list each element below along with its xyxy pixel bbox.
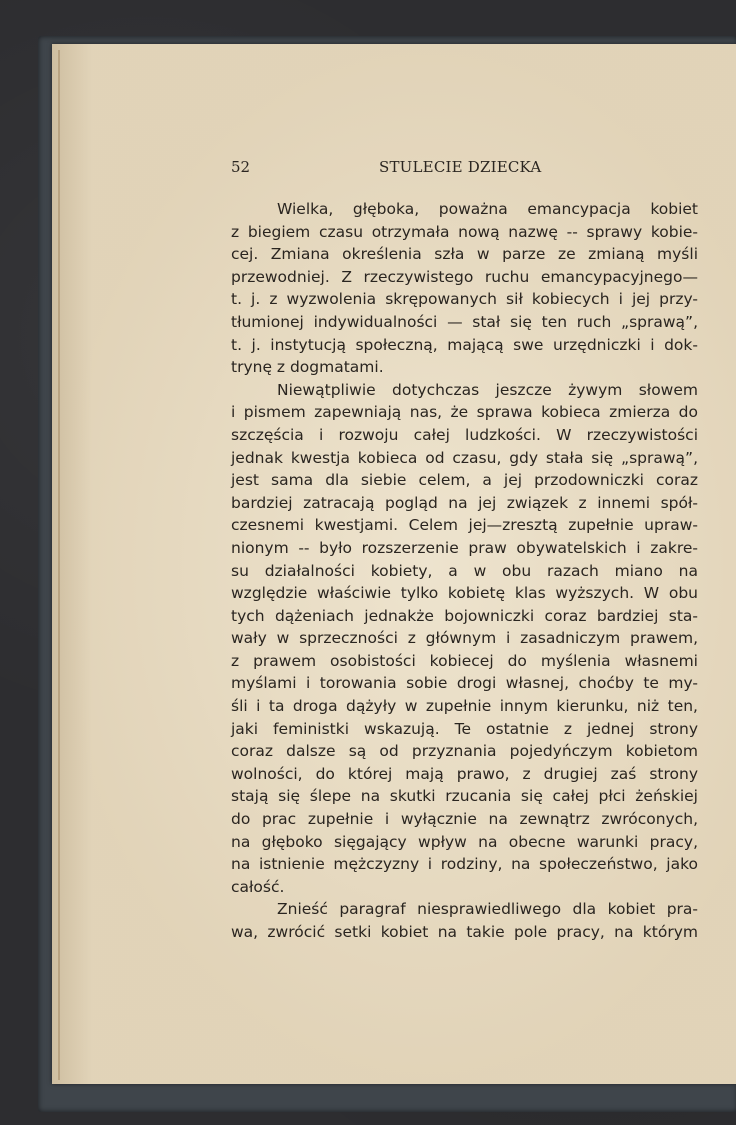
- paragraph: [231, 898, 698, 943]
- text-line: z prawem osobistości kobiecej do myślenia własnemi: [231, 651, 698, 670]
- text-line: tłumionej indywidualności — stał się ten ruch „sprawą”,: [231, 312, 698, 331]
- text-line: jest sama dla siebie celem, a jej przodowniczki coraz: [231, 471, 698, 490]
- text-line: bardziej zatracają pogląd na jej związek z innemi spół-: [231, 493, 698, 512]
- text-line: Niewątpliwie dotychczas jeszcze żywym słowem: [277, 380, 698, 399]
- page-number: 52: [231, 158, 251, 176]
- text-line: szczęścia i rozwoju całej ludzkości. W rzeczywistości: [231, 425, 698, 444]
- text-line: przewodniej. Z rzeczywistego ruchu emancypacyjnego—: [231, 267, 698, 286]
- text-line: całość.: [231, 877, 285, 896]
- text-line: trynę z dogmatami.: [231, 358, 384, 377]
- text-line: t. j. z wyzwolenia skrępowanych sił kobiecych i jej przy-: [231, 290, 698, 309]
- page-header: [0, 158, 736, 182]
- text-line: śli i ta droga dążyły w zupełnie innym kierunku, niż ten,: [231, 697, 698, 716]
- text-line: wały w sprzeczności z głównym i zasadniczym prawem,: [231, 629, 698, 648]
- text-line: su działalności kobiety, a w obu razach miano na: [231, 561, 698, 580]
- paragraph: [231, 379, 698, 899]
- text-line: czesnemi kwestjami. Celem jej—zresztą zupełnie upraw-: [231, 516, 698, 535]
- running-title: STULECIE DZIECKA: [379, 158, 542, 176]
- text-line: t. j. instytucją społeczną, mającą swe urzędniczki i dok-: [231, 335, 698, 354]
- text-line: tych dążeniach jednakże bojowniczki coraz bardziej sta-: [231, 606, 698, 625]
- text-line: do prac zupełnie i wyłącznie na zewnątrz zwróconych,: [231, 810, 698, 829]
- text-line: i pismem zapewniają nas, że sprawa kobieca zmierza do: [231, 403, 698, 422]
- text-line: nionym -- było rozszerzenie praw obywatelskich i zakre-: [231, 538, 698, 557]
- text-line: Znieść paragraf niesprawiedliwego dla kobiet pra-: [277, 900, 698, 919]
- text-line: wa, zwrócić setki kobiet na takie pole pracy, na którym: [231, 923, 698, 941]
- text-line: coraz dalsze są od przyznania pojedyńczym kobietom: [231, 742, 698, 761]
- paragraph: [231, 198, 698, 379]
- page-gutter: [58, 50, 60, 1080]
- text-line: z biegiem czasu otrzymała nową nazwę -- sprawy kobie-: [231, 222, 698, 241]
- text-line: cej. Zmiana określenia szła w parze ze zmianą myśli: [231, 245, 698, 264]
- text-line: Wielka, głęboka, poważna emancypacja kobiet: [277, 200, 698, 218]
- text-line: względzie właściwie tylko kobietę klas wyższych. W obu: [231, 584, 698, 603]
- text-line: jednak kwestja kobieca od czasu, gdy stała się „sprawą”,: [231, 448, 698, 467]
- text-line: stają się ślepe na skutki rzucania się całej płci żeńskiej: [231, 787, 698, 806]
- text-line: jaki feministki wskazują. Te ostatnie z jednej strony: [231, 719, 698, 738]
- body-text: [231, 198, 698, 944]
- text-line: na głęboko sięgający wpływ na obecne warunki pracy,: [231, 832, 698, 851]
- text-line: myślami i torowania sobie drogi własnej, choćby te my-: [231, 674, 698, 693]
- text-line: wolności, do której mają prawo, z drugiej zaś strony: [231, 764, 698, 783]
- text-line: na istnienie mężczyzny i rodziny, na społeczeństwo, jako: [231, 855, 698, 874]
